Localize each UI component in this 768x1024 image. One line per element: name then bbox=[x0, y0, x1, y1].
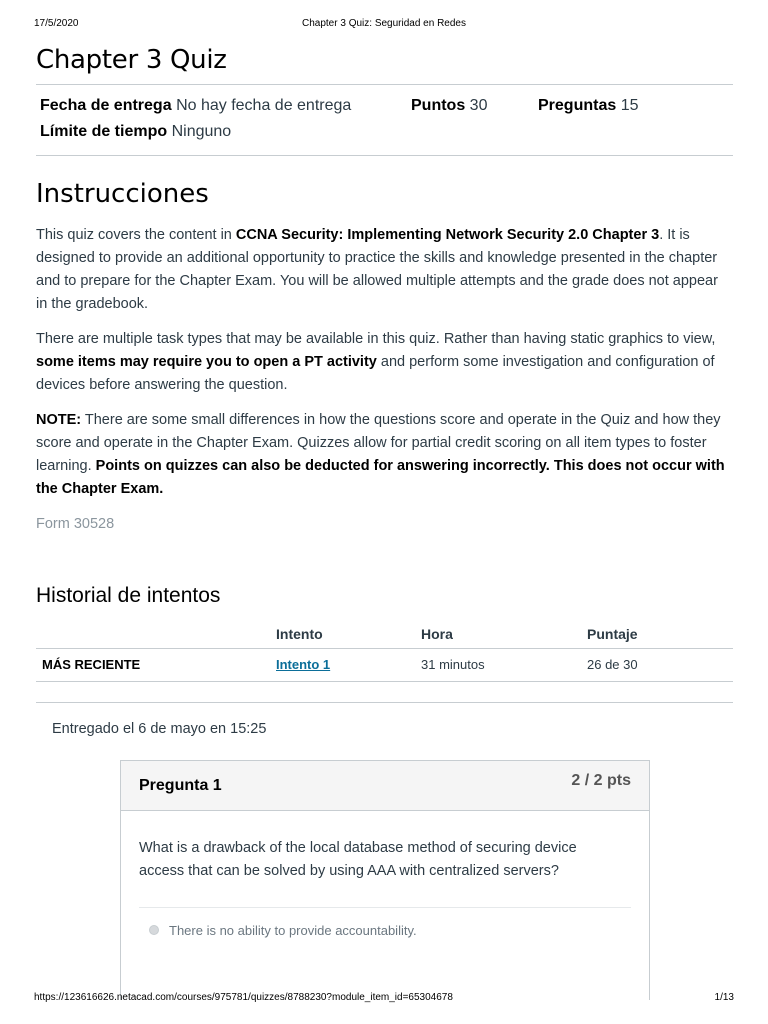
question-points: 2 / 2 pts bbox=[571, 772, 631, 789]
submission-divider bbox=[36, 702, 733, 703]
latest-attempt-label: MÁS RECIENTE bbox=[36, 648, 276, 681]
emphasis-text: Points on quizzes can also be deducted for answering incorrectly. This does not occur with the Chapter Exam. bbox=[36, 458, 725, 497]
note-label: NOTE: bbox=[36, 412, 82, 428]
time-limit-label: Límite de tiempo bbox=[40, 123, 168, 140]
print-url: https://123616626.netacad.com/courses/975781/quizzes/8788230?module_item_id=65304678 bbox=[34, 992, 453, 1003]
answer-divider bbox=[139, 907, 631, 908]
text-run: . It is designed to provide an additional opportunity to practice the skills and knowledge presented in the chapter and to prepare for the Chapter Exam. You will be allowed multiple attempts and the grade does not appear in the gradebook. bbox=[36, 227, 718, 312]
print-document-title: Chapter 3 Quiz: Seguridad en Redes bbox=[302, 18, 466, 29]
column-header-label bbox=[36, 620, 276, 648]
attempt-history-heading: Historial de intentos bbox=[36, 584, 221, 607]
questions-count bbox=[538, 97, 639, 115]
instructions-heading: Instrucciones bbox=[36, 179, 209, 209]
points-value: 30 bbox=[469, 97, 488, 114]
details-divider bbox=[36, 155, 733, 156]
page-number: 1/13 bbox=[714, 992, 734, 1003]
attempt-time: 31 minutos bbox=[421, 648, 587, 681]
column-header-attempt: Intento bbox=[276, 620, 421, 648]
answer-text: There is no ability to provide accountability. bbox=[169, 923, 417, 938]
question-text: What is a drawback of the local database method of securing device access that can be solved by using AAA with centralized servers? bbox=[139, 840, 577, 879]
text-run: and perform some investigation and configuration of devices before answering the question. bbox=[36, 354, 715, 393]
text-run: There are some small differences in how the questions score and operate in the Quiz and how they score and operate in the Chapter Exam. Quizzes allow for partial credit scoring on all item types to foster learning. bbox=[36, 412, 721, 474]
column-header-score: Puntaje bbox=[587, 620, 733, 648]
emphasis-text: some items may require you to open a PT activity bbox=[36, 354, 377, 370]
instructions-paragraph-2 bbox=[36, 328, 733, 397]
points-label: Puntos bbox=[411, 97, 466, 114]
attempt-history-table bbox=[36, 620, 733, 682]
due-date bbox=[40, 97, 351, 115]
due-date-value: No hay fecha de entrega bbox=[176, 97, 352, 114]
time-limit bbox=[40, 123, 231, 141]
questions-label: Preguntas bbox=[538, 97, 617, 114]
attempt-link[interactable]: Intento 1 bbox=[276, 657, 331, 672]
submission-text: Entregado el 6 de mayo en 15:25 bbox=[52, 720, 267, 737]
quiz-title: Chapter 3 Quiz bbox=[36, 45, 227, 75]
print-date: 17/5/2020 bbox=[34, 18, 79, 29]
text-run: This quiz covers the content in bbox=[36, 227, 236, 243]
form-number: Form 30528 bbox=[36, 516, 115, 532]
print-header bbox=[34, 18, 734, 32]
question-header bbox=[121, 761, 649, 811]
attempt-score: 26 de 30 bbox=[587, 648, 733, 681]
answer-option bbox=[169, 923, 417, 938]
due-date-label: Fecha de entrega bbox=[40, 97, 172, 114]
points bbox=[411, 97, 487, 115]
quiz-details bbox=[36, 85, 733, 155]
questions-value: 15 bbox=[620, 97, 639, 114]
table-row bbox=[36, 648, 733, 681]
course-name: CCNA Security: Implementing Network Security 2.0 Chapter 3 bbox=[235, 227, 660, 243]
text-run: There are multiple task types that may be available in this quiz. Rather than having static graphics to view, bbox=[36, 331, 716, 347]
print-footer bbox=[34, 992, 734, 1006]
time-limit-value: Ninguno bbox=[171, 123, 232, 140]
instructions-paragraph-3 bbox=[36, 409, 733, 501]
instructions-paragraph-1 bbox=[36, 224, 733, 316]
quiz-content bbox=[36, 40, 733, 938]
question-title: Pregunta 1 bbox=[139, 777, 222, 794]
column-header-time: Hora bbox=[421, 620, 587, 648]
attempt-cell bbox=[276, 648, 421, 681]
question-card bbox=[120, 760, 650, 1000]
radio-icon bbox=[149, 925, 159, 935]
table-header-row bbox=[36, 620, 733, 648]
